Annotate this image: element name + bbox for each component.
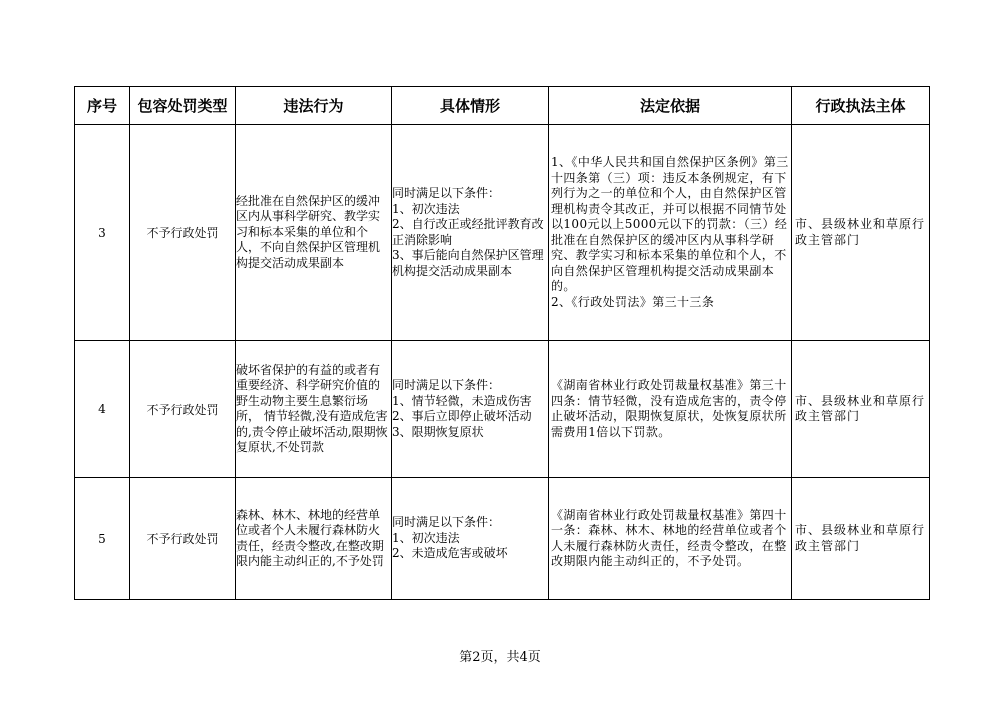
- situation-line: 2、未造成危害或破坏: [392, 546, 508, 561]
- header-enforcement-subject: 行政执法主体: [792, 87, 930, 125]
- basis-line: 2、《行政处罚法》第三十三条: [551, 294, 715, 309]
- situation-line: 3、事后能向自然保护区管理机构提交活动成果副本: [392, 248, 544, 278]
- row-legal-basis: [549, 341, 792, 478]
- row-serial: 3: [75, 125, 130, 341]
- row-violation: [236, 478, 392, 600]
- page-number-footer: 第2页，共4页: [459, 650, 541, 665]
- situation-line: 同时满足以下条件：: [392, 186, 501, 200]
- row-enforcement-subject: [792, 478, 930, 600]
- violation-text: 破坏省保护的有益的或者有重要经济、科学研究价值的野生动物主要生息繁衍场所， 情节轻微,没有造成危害的,责令停止破坏活动,限期恢复原状,不处罚款: [236, 362, 388, 454]
- row-violation: [236, 341, 392, 478]
- subject-text: 市、县级林业和草原行政主管部门: [795, 393, 926, 423]
- row-situation: [392, 125, 549, 341]
- penalty-table: [74, 86, 930, 600]
- header-legal-basis: 法定依据: [549, 87, 792, 125]
- row-serial: 4: [75, 341, 130, 478]
- subject-text: 市、县级林业和草原行政主管部门: [795, 217, 926, 247]
- header-violation: 违法行为: [236, 87, 392, 125]
- basis-line: 《湖南省林业行政处罚裁量权基准》第三十四条：情节轻微，没有造成危害的，责令停止破坏活动，限期恢复原状，处恢复原状所需费用1倍以下罚款。: [551, 378, 787, 439]
- row-serial: 5: [75, 478, 130, 600]
- basis-line: 1、《中华人民共和国自然保护区条例》第三十四条第（三）项：违反本条例规定，有下列行为之一的单位和个人，由自然保护区管理机构责令其改正，并可以根据不同情节处以100元以上5000元以下的罚款：（三）经批准在自然保护区的缓冲区内从事科学研究、教学实习和标本采集的单位和个人，不向自然保护区管理机构提交活动成果副本的。: [551, 155, 789, 293]
- situation-line: 2、事后立即停止破坏活动: [392, 409, 532, 423]
- row-violation: [236, 125, 392, 341]
- table-header-row: [75, 87, 930, 125]
- table-row: [75, 125, 930, 341]
- subject-text: 市、县级林业和草原行政主管部门: [795, 523, 926, 553]
- row-enforcement-subject: [792, 125, 930, 341]
- situation-line: 同时满足以下条件：: [392, 378, 501, 392]
- row-penalty-type: 不予行政处罚: [130, 478, 236, 600]
- header-penalty-type: 包容处罚类型: [130, 87, 236, 125]
- row-legal-basis: [549, 478, 792, 600]
- violation-text: 森林、林木、林地的经营单位或者个人未履行森林防火责任，经责令整改,在整改期限内能主动纠正的,不予处罚: [236, 507, 384, 568]
- row-enforcement-subject: [792, 341, 930, 478]
- situation-line: 3、限期恢复原状: [392, 424, 484, 439]
- row-situation: [392, 341, 549, 478]
- basis-line: 《湖南省林业行政处罚裁量权基准》第四十一条：森林、林木、林地的经营单位或者个人未履行森林防火责任，经责令整改，在整改期限内能主动纠正的，不予处罚。: [551, 507, 787, 568]
- header-situation: 具体情形: [392, 87, 549, 125]
- row-situation: [392, 478, 549, 600]
- situation-line: 1、初次违法: [392, 201, 460, 216]
- table-row: [75, 341, 930, 478]
- table-row: [75, 478, 930, 600]
- row-penalty-type: 不予行政处罚: [130, 341, 236, 478]
- situation-line: 1、情节轻微，未造成伤害: [392, 393, 532, 408]
- situation-line: 同时满足以下条件：: [392, 515, 501, 530]
- situation-line: 2、自行改正或经批评教育改正消除影响: [392, 217, 544, 247]
- header-serial: 序号: [75, 87, 130, 125]
- violation-text: 经批准在自然保护区的缓冲区内从事科学研究、教学实习和标本采集的单位和个人，不向自然保护区管理机构提交活动成果副本: [236, 193, 381, 270]
- situation-line: 1、初次违法: [392, 530, 460, 545]
- row-legal-basis: [549, 125, 792, 341]
- row-penalty-type: 不予行政处罚: [130, 125, 236, 341]
